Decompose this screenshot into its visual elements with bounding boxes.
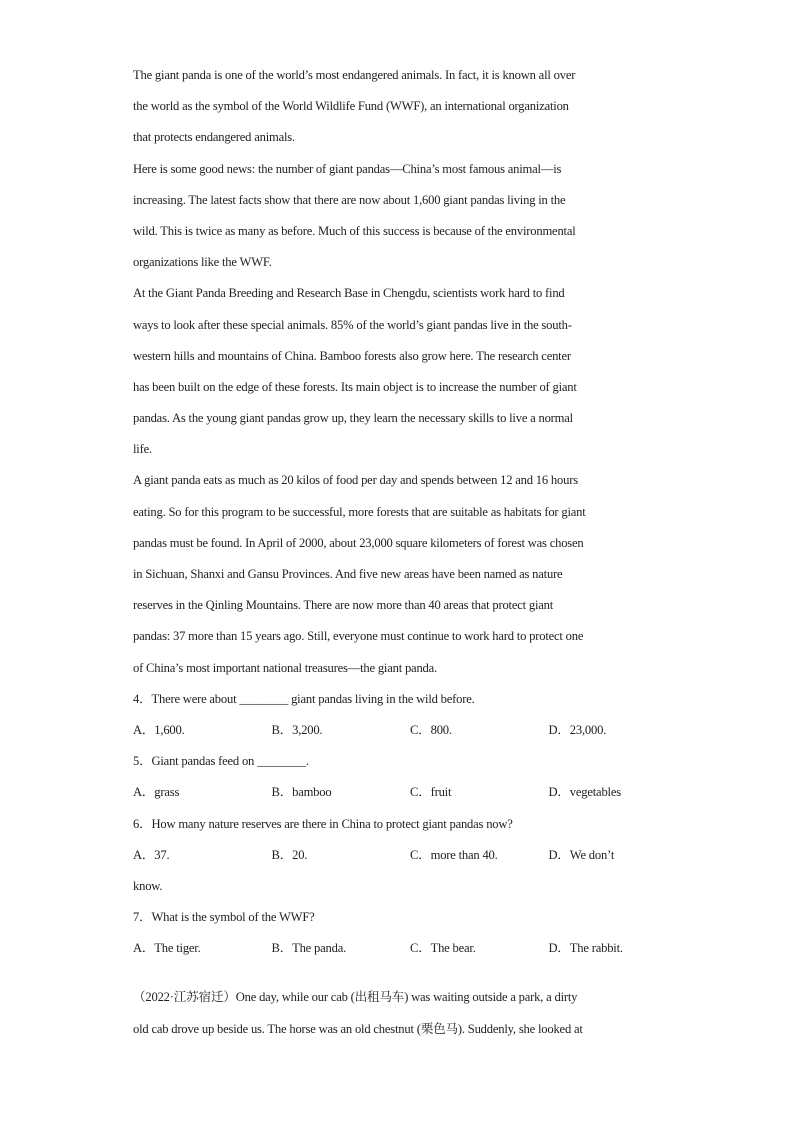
option-a: A．37. <box>133 847 170 862</box>
passage-paragraph-4 <box>133 465 661 683</box>
text-line: has been built on the edge of these forests. Its main object is to increase the number of giant <box>133 379 577 394</box>
text-line: old cab drove up beside us. The horse was an old chestnut (栗色马). Suddenly, she looked at <box>133 1021 583 1036</box>
question-5-stem: 5．Giant pandas feed on ________. <box>133 754 309 769</box>
option-a: A．1,600. <box>133 722 185 737</box>
option-c: C．more than 40. <box>410 847 498 862</box>
question-4-stem: 4．There were about ________ giant pandas living in the wild before. <box>133 691 475 706</box>
passage-paragraph-2 <box>133 154 661 279</box>
text-line: pandas: 37 more than 15 years ago. Still, everyone must continue to work hard to protect one <box>133 629 584 644</box>
question-7-stem: 7．What is the symbol of the WWF? <box>133 910 315 925</box>
text-line: （2022·江苏宿迁）One day, while our cab (出租马车) was waiting outside a park, a dirty <box>133 990 578 1005</box>
option-a: A．The tiger. <box>133 941 201 956</box>
text-line: ways to look after these special animals. 85% of the world’s giant pandas live in the south- <box>133 317 572 332</box>
option-c: C．The bear. <box>410 941 476 956</box>
option-b: B．3,200. <box>271 722 323 737</box>
text-line: A giant panda eats as much as 20 kilos of food per day and spends between 12 and 16 hours <box>133 473 578 488</box>
option-d-wrap: know. <box>133 878 163 893</box>
question-5-options <box>133 777 661 808</box>
text-line: life. <box>133 442 152 457</box>
option-c: C．fruit <box>410 785 452 800</box>
text-line: pandas. As the young giant pandas grow up, they learn the necessary skills to live a normal <box>133 411 573 426</box>
document-page <box>133 60 661 1045</box>
text-line: organizations like the WWF. <box>133 255 272 270</box>
text-line: reserves in the Qinling Mountains. There are now more than 40 areas that protect giant <box>133 598 554 613</box>
text-line: At the Giant Panda Breeding and Research Base in Chengdu, scientists work hard to find <box>133 286 565 301</box>
passage-paragraph-1 <box>133 60 661 154</box>
text-line: eating. So for this program to be successful, more forests that are suitable as habitats for giant <box>133 504 586 519</box>
text-line: the world as the symbol of the World Wildlife Fund (WWF), an international organization <box>133 99 569 114</box>
option-c: C．800. <box>410 722 452 737</box>
text-line: in Sichuan, Shanxi and Gansu Provinces. And five new areas have been named as nature <box>133 567 563 581</box>
passage-paragraph-3 <box>133 278 661 465</box>
text-line: increasing. The latest facts show that there are now about 1,600 giant pandas living in the <box>133 192 566 207</box>
section-spacer <box>133 964 661 982</box>
question-6-options <box>133 840 661 871</box>
option-b: B．The panda. <box>271 941 347 956</box>
question-block <box>133 684 661 965</box>
text-line: wild. This is twice as many as before. Much of this success is because of the environmental <box>133 223 576 238</box>
question-6-stem: 6．How many nature reserves are there in China to protect giant pandas now? <box>133 816 513 831</box>
next-passage <box>133 982 661 1044</box>
option-b: B．bamboo <box>271 785 332 800</box>
text-line: western hills and mountains of China. Bamboo forests also grow here. The research center <box>133 348 571 363</box>
text-line: The giant panda is one of the world’s most endangered animals. In fact, it is known all over <box>133 68 576 82</box>
option-d: D．We don’t <box>548 847 615 862</box>
text-line: Here is some good news: the number of giant pandas—China’s most famous animal—is <box>133 161 562 176</box>
question-7-options <box>133 933 661 964</box>
option-d: D．23,000. <box>548 722 607 737</box>
reading-passage <box>133 60 661 684</box>
text-line: pandas must be found. In April of 2000, about 23,000 square kilometers of forest was chosen <box>133 535 584 550</box>
option-d: D．The rabbit. <box>548 941 623 956</box>
question-4-options <box>133 715 661 746</box>
option-b: B．20. <box>271 847 308 862</box>
text-line: of China’s most important national treasures—the giant panda. <box>133 660 437 675</box>
option-a: A．grass <box>133 785 180 800</box>
text-line: that protects endangered animals. <box>133 130 295 145</box>
option-d: D．vegetables <box>548 785 621 800</box>
